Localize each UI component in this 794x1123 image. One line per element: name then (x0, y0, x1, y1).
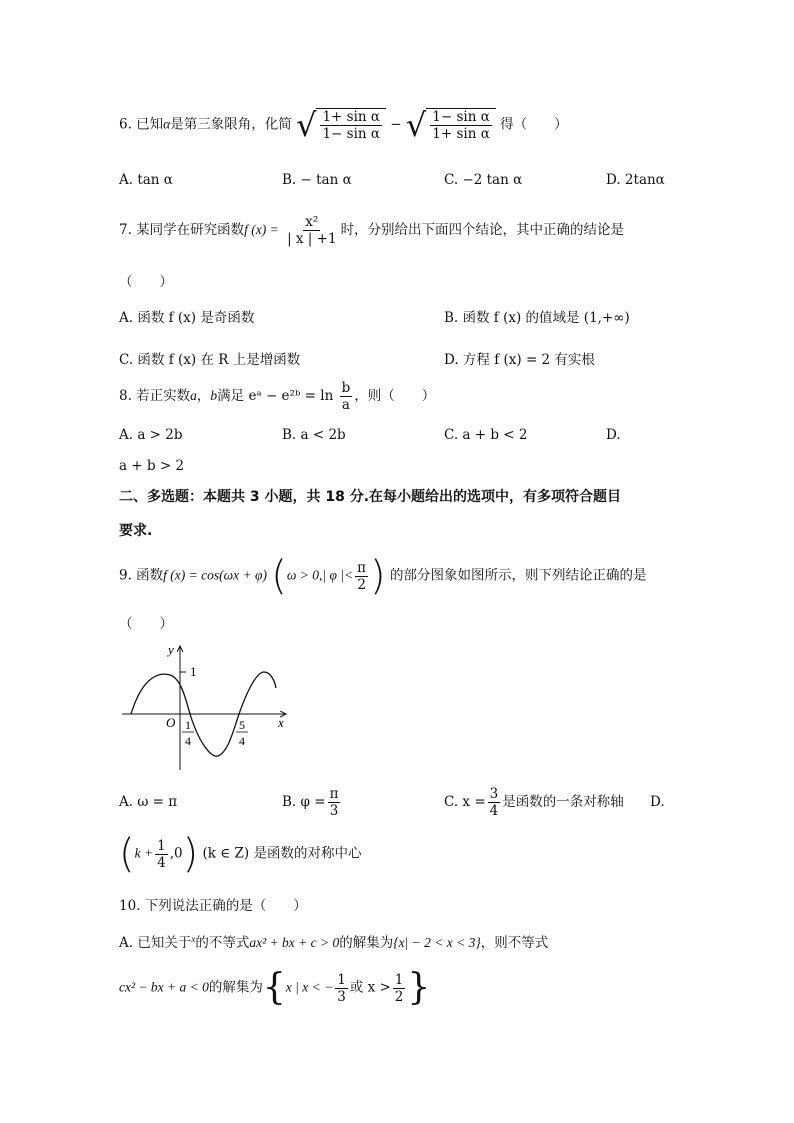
section2-title-line1: 二、多选题：本题共 3 小题，共 18 分.在每小题给出的选项中，有多项符合题目 (119, 489, 622, 505)
q8-frac-den: a (341, 397, 350, 413)
q9-stem-a: 9. 函数 (119, 567, 164, 584)
q7-stem-b: 时，分别给出下面四个结论，其中正确的结论是 (340, 222, 625, 238)
q7-line (119, 214, 624, 247)
q10-lbrace: { (262, 967, 286, 1008)
q9-paren: （ ） (119, 616, 173, 632)
q10-stem: 10. 下列说法正确的是（ ） (119, 898, 307, 914)
q10-a-ineq2: cx² − bx + a < 0 (119, 979, 209, 995)
q9-option-d-cont (119, 831, 362, 877)
q9-cond: ω > 0,| φ |< (286, 567, 354, 583)
q9-opt-c-num: 3 (489, 786, 499, 802)
q7-fx: f (x) = (244, 222, 279, 237)
q10-option-a-line2 (119, 967, 431, 1008)
q6-stem-a: 6. 已知 (119, 116, 164, 133)
graph-y-label: y (168, 642, 174, 657)
q8-stem-b: 满足 (217, 388, 245, 404)
q10-option-a-line1 (119, 931, 548, 951)
q6-option-a: A. tan α (119, 172, 173, 188)
q8-option-a: A. a > 2b (119, 427, 183, 443)
q7-frac-num: x² (305, 214, 319, 230)
q9-pi-frac (355, 560, 368, 593)
q9-option-b (282, 786, 342, 819)
q9-opt-b-den: 3 (329, 803, 339, 819)
q9-opt-d-num: 1 (157, 837, 166, 854)
q7-option-a: A. 函数 f (x) 是奇函数 (119, 310, 255, 326)
q8-a: a (190, 388, 197, 403)
q10-set2-frac1 (335, 972, 348, 1005)
q8-option-c: C. a + b < 2 (444, 427, 528, 443)
q9-expr: f (x) = cos(ωx + φ) (163, 567, 267, 583)
q9-opt-d-zero: ,0 (169, 845, 183, 862)
q7-fraction (285, 214, 339, 247)
q6-rad2-den: 1+ sin α (432, 126, 490, 142)
q9-opt-d-frac (155, 838, 168, 871)
graph-origin-label: O (166, 715, 176, 730)
q9-opt-c-den: 4 (489, 803, 499, 819)
graph-tick2-num: 5 (239, 718, 245, 732)
q9-rparen: ) (370, 553, 386, 599)
q10-set2-den1: 3 (337, 988, 346, 1005)
q6-option-d: D. 2tanα (606, 172, 665, 188)
q9-opt-d-k: k + (134, 845, 154, 861)
q7-frac-den: | x | +1 (287, 231, 337, 247)
q6-radical-2: √ $\frac{\text{1− sin α}}{\text{1+ sin α}}$ (406, 108, 496, 142)
q9-lparen: ( (271, 553, 287, 599)
q10-set2-num1: 1 (337, 971, 346, 988)
q6-line (119, 108, 568, 142)
q8-option-b: B. a < 2b (282, 427, 346, 443)
q10-a-x: x (191, 933, 196, 944)
q6-rad2-num: 1− sin α (432, 109, 490, 125)
q10-a-mid: 的不等式 (195, 935, 250, 951)
q6-rad1-den: 1− sin α (322, 126, 380, 142)
graph-tick1-den: 4 (185, 734, 191, 748)
q8-line (119, 380, 435, 413)
q7-option-c: C. 函数 f (x) 在 R 上是增函数 (119, 352, 301, 368)
q9-line (119, 553, 647, 599)
q10-a-end: ，则不等式 (480, 935, 549, 951)
q10-set2-pre: x | x < − (285, 979, 334, 995)
q10-set2-or: 或 x > (349, 979, 391, 996)
q9-opt-b-num: π (329, 786, 339, 802)
q8-stem-a: 8. 若正实数 (119, 388, 191, 404)
q9-pi: π (357, 559, 367, 576)
q9-opt-c-pre: C. x = (444, 794, 486, 810)
q10-a-sol2: 的解集为 (208, 979, 263, 996)
graph-x-label: x (278, 715, 284, 730)
q7-paren: （ ） (119, 274, 173, 290)
q6-stem-b: 是第三象限角，化简 (170, 116, 292, 133)
graph-one-label: 1 (190, 664, 197, 679)
q6-radical-1: √ $\frac{\text{1+ sin α}}{\text{1− sin α}}$ (296, 108, 386, 142)
q7-option-b: B. 函数 f (x) 的值域是 (1,+∞) (444, 310, 630, 326)
graph-tick2-den: 4 (239, 734, 245, 748)
q6-alpha: α (163, 116, 171, 132)
q6-option-b: B. − tan α (282, 172, 352, 188)
q8-b: b (210, 388, 218, 403)
q6-stem-c: 得（ ） (500, 116, 568, 133)
q8-frac-num: b (341, 380, 351, 396)
q8-fraction (340, 380, 353, 413)
q9-two: 2 (357, 576, 366, 593)
q8-comma: ， (196, 388, 211, 404)
q9-option-c (444, 786, 624, 819)
q9-opt-c-frac (488, 786, 501, 819)
q10-set2-num2: 1 (394, 971, 404, 988)
q10-set2-frac2 (393, 972, 406, 1005)
q9-opt-d-post: (k ∈ Z) 是函数的对称中心 (202, 845, 362, 862)
q9-opt-b-pre: B. φ = (282, 794, 326, 810)
q9-option-a: A. ω = π (119, 794, 178, 810)
q10-a-pre: A. 已知关于 (119, 935, 192, 951)
q8-stem-c: ，则（ ） (354, 388, 436, 404)
section2-title-line2: 要求. (119, 523, 153, 539)
q9-opt-d-den: 4 (157, 854, 166, 871)
q7-stem-a: 7. 某同学在研究函数 (119, 222, 245, 238)
q9-d-rparen: ) (182, 831, 199, 877)
q8-option-d-cont: a + b > 2 (119, 458, 185, 474)
q6-option-c: C. −2 tan α (444, 172, 523, 188)
q8-expr: eᵃ − e²ᵇ = ln (248, 388, 334, 404)
q9-option-d: D. (650, 794, 665, 810)
q6-rad1-num: 1+ sin α (322, 109, 380, 125)
q10-rbrace: } (407, 967, 431, 1008)
q9-graph (118, 640, 298, 780)
q9-stem-b: 的部分图象如图所示，则下列结论正确的是 (389, 567, 647, 584)
q8-option-d: D. (606, 427, 621, 443)
q6-minus: − (390, 116, 402, 133)
q7-option-d: D. 方程 f (x) = 2 有实根 (444, 352, 595, 368)
q9-opt-c-post: 是函数的一条对称轴 (502, 794, 624, 810)
graph-tick1-num: 1 (185, 718, 191, 732)
q10-a-set1: {x| − 2 < x < 3} (393, 935, 481, 950)
q9-d-lparen: ( (119, 831, 135, 877)
q10-a-ineq: ax² + bx + c > 0 (249, 935, 340, 950)
q9-opt-b-frac (328, 786, 341, 819)
q10-set2-den2: 2 (394, 988, 404, 1005)
q10-a-sol: 的解集为 (339, 935, 394, 951)
